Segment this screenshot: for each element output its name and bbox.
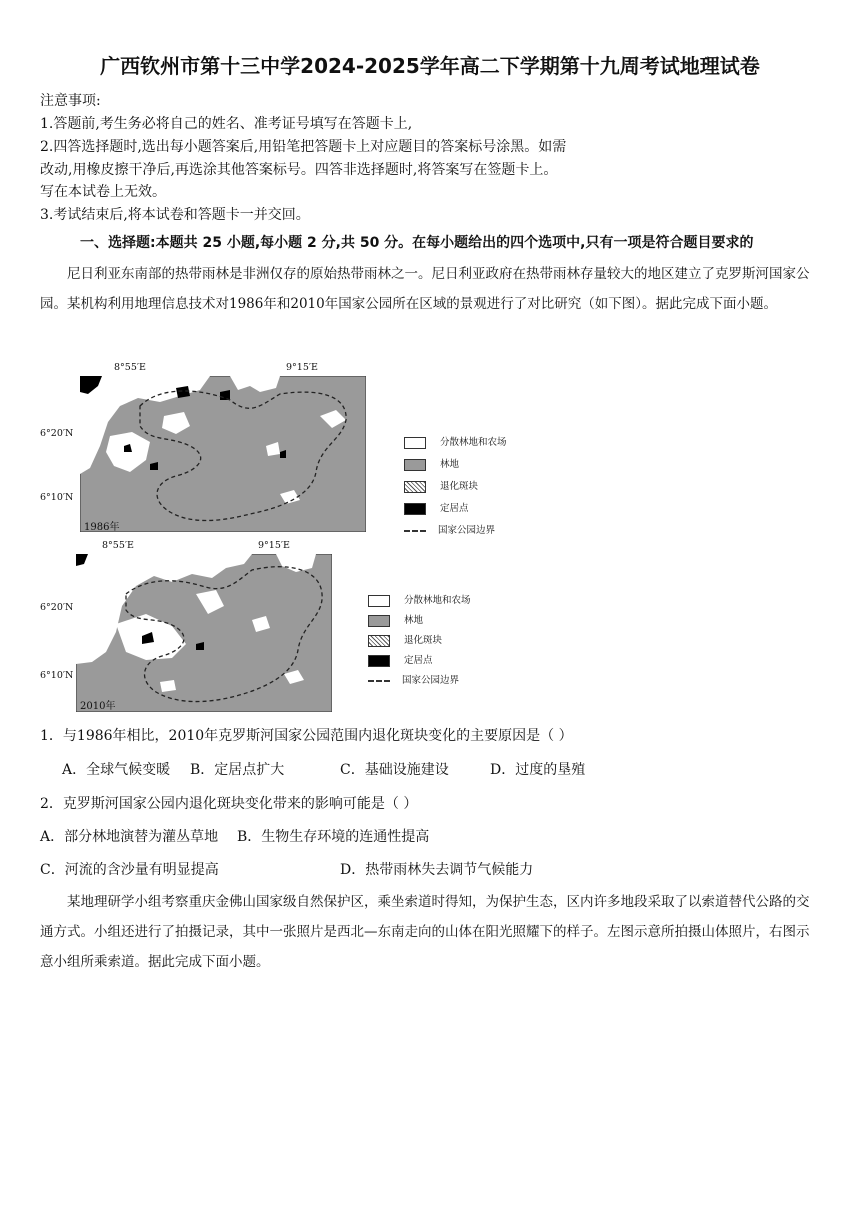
- section-heading: 一、选择题:本题共 25 小题,每小题 2 分,共 50 分。在每小题给出的四个选项中,只有一项是符合题目要求的: [80, 235, 754, 251]
- legend-swatch-boundary: [404, 530, 426, 532]
- legend-swatch-settlement: [368, 655, 390, 667]
- q1-option-a[interactable]: A．全球气候变暖: [62, 762, 171, 778]
- legend-swatch-degraded: [368, 635, 390, 647]
- q2-option-d[interactable]: D．热带雨林失去调节气候能力: [340, 862, 534, 878]
- passage-1: 尼日利亚东南部的热带雨林是非洲仅存的原始热带雨林之一。尼日利亚政府在热带雨林存量较大的地区建立了克罗斯河国家公园。某机构利用地理信息技术对1986年和2010年国家公园所在区域的景观进行了对比研究（如下图）。据此完成下面小题。: [40, 266, 810, 312]
- legend-1986: [404, 434, 544, 534]
- legend-swatch-forest: [368, 615, 390, 627]
- q2-option-b[interactable]: B．生物生存环境的连通性提高: [237, 829, 430, 845]
- lon-label: 9°15′E: [258, 540, 290, 551]
- notice-heading: 注意事项:: [40, 93, 101, 109]
- legend-label: 林地: [440, 459, 460, 470]
- lat-label: 6°10′N: [40, 670, 74, 681]
- legend-swatch-scattered: [368, 595, 390, 607]
- passage-2: 某地理研学小组考察重庆金佛山国家级自然保护区，乘坐索道时得知，为保护生态，区内许多地段采取了以索道替代公路的交通方式。小组还进行了拍摄记录，其中一张照片是西北—东南走向的山体在阳光照耀下的样子。左图示意所拍摄山体照片，右图示意小组所乘索道。据此完成下面小题。: [40, 894, 810, 970]
- legend-label: 林地: [404, 615, 424, 626]
- map-1986: [40, 362, 370, 538]
- notice-line: 2.四答选择题时,选出每小题答案后,用铅笔把答题卡上对应题目的答案标号涂黑。如需: [40, 139, 567, 155]
- map-2010: [40, 539, 340, 715]
- notice-line: 改动,用橡皮擦干净后,再选涂其他答案标号。四答非选择题时,将答案写在签题卡上。: [40, 162, 558, 178]
- legend-label: 定居点: [404, 655, 433, 666]
- lon-label: 8°55′E: [114, 362, 146, 373]
- legend-label: 国家公园边界: [402, 675, 460, 686]
- exam-title: 广西钦州市第十三中学2024-2025学年高二下学期第十九周考试地理试卷: [100, 54, 760, 78]
- legend-label: 退化斑块: [440, 481, 479, 492]
- map-1986-figure: [80, 376, 366, 532]
- lat-label: 6°20′N: [40, 428, 74, 439]
- notice-line: 写在本试卷上无效。: [40, 184, 166, 200]
- lon-label: 8°55′E: [102, 540, 134, 551]
- lon-label: 9°15′E: [286, 362, 318, 373]
- q2-option-c[interactable]: C．河流的含沙量有明显提高: [40, 862, 219, 878]
- legend-label: 定居点: [440, 503, 469, 514]
- legend-label: 分散林地和农场: [404, 595, 471, 606]
- legend-swatch-degraded: [404, 481, 426, 493]
- legend-swatch-forest: [404, 459, 426, 471]
- q1-option-b[interactable]: B．定居点扩大: [190, 762, 285, 778]
- q2-option-a[interactable]: A．部分林地演替为灌丛草地: [40, 829, 219, 845]
- map-year-label: 2010年: [80, 701, 116, 712]
- notice-line: 3.考试结束后,将本试卷和答题卡一并交回。: [40, 207, 310, 223]
- lat-label: 6°10′N: [40, 492, 74, 503]
- legend-2010: [368, 592, 508, 692]
- lat-label: 6°20′N: [40, 602, 74, 613]
- q1-option-d[interactable]: D．过度的垦殖: [490, 762, 586, 778]
- question-2-stem: 2．克罗斯河国家公园内退化斑块变化带来的影响可能是（ ）: [40, 796, 418, 812]
- legend-swatch-settlement: [404, 503, 426, 515]
- legend-swatch-boundary: [368, 680, 390, 682]
- legend-swatch-scattered: [404, 437, 426, 449]
- map-2010-figure: [76, 554, 332, 712]
- q1-option-c[interactable]: C．基础设施建设: [340, 762, 449, 778]
- legend-label: 国家公园边界: [438, 525, 496, 536]
- legend-label: 分散林地和农场: [440, 437, 507, 448]
- notice-line: 1.答题前,考生务必将自己的姓名、准考证号填写在答题卡上,: [40, 116, 413, 132]
- legend-label: 退化斑块: [404, 635, 443, 646]
- question-1-stem: 1．与1986年相比，2010年克罗斯河国家公园范围内退化斑块变化的主要原因是（ ）: [40, 728, 573, 744]
- map-year-label: 1986年: [84, 522, 120, 533]
